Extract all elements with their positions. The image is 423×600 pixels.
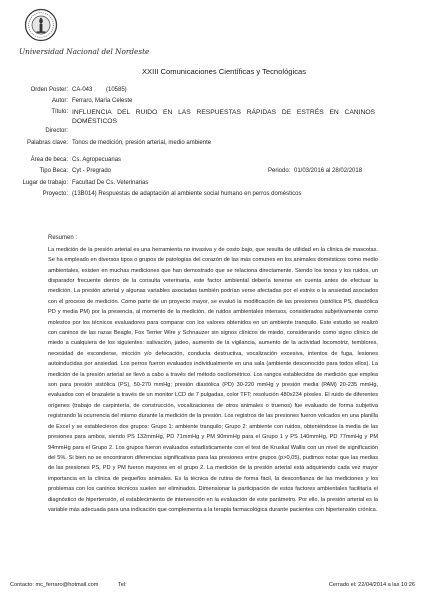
tipo-beca-value: Cyt - Pregrado bbox=[72, 167, 112, 174]
contacto-label: Contacto: bbox=[10, 582, 34, 588]
periodo-label: Periodo: bbox=[268, 167, 291, 174]
poster-number: (10585) bbox=[106, 86, 127, 93]
cerrado-value: 22/04/2014 a las 10:26 bbox=[358, 582, 415, 588]
page-footer bbox=[0, 581, 423, 590]
field-area-beca bbox=[0, 157, 423, 166]
institution-name: Universidad Nacional del Nordeste bbox=[19, 47, 150, 56]
field-label: Área de beca: bbox=[30, 156, 68, 163]
field-proyecto bbox=[0, 191, 423, 200]
proyecto-value: (13B014) Respuestas de adaptación al ambiente social humano en perros domésticos bbox=[72, 190, 302, 197]
author-name: Ferraro, María Celeste bbox=[72, 97, 133, 104]
keywords: Tonos de medición, presión arterial, medio ambiente bbox=[72, 139, 212, 146]
field-orden-poster bbox=[0, 87, 423, 96]
cerrado-label: Cerrado el: bbox=[328, 582, 357, 588]
area-beca-value: Cs. Agropecuarias bbox=[72, 156, 122, 163]
university-seal-icon bbox=[22, 8, 60, 42]
resumen-label: Resumen : bbox=[48, 234, 78, 241]
field-label: Orden Poster: bbox=[30, 86, 68, 93]
footer-cerrado bbox=[329, 581, 415, 589]
university-logo bbox=[22, 8, 60, 42]
work-title: INFLUENCIA DEL RUIDO EN LAS RESPUESTAS RÁPIDAS DE ESTRÉS EN CANINOS DOMÉSTICOS bbox=[72, 108, 375, 125]
resumen-text: La medición de la presión arterial es una herramienta no invasiva y de costo bajo, que resulta de utilidad en la clínica de mascotas. Se ha empleado en diversos tipos o grupos de patologías del corazón de las más comunes en los animales domésticos como medio ambientales, existen en muchas mediciones que han demostrado que se relaciona directamente. Siendo los tonos y los ruidos, un disparador frecuente dentro de la consulta veterinaria, este factor ambiental debería tenerse en cuenta antes de efectuar la medición. La presión arterial y algunas variables asociadas también podrían verse afectadas por el estrés o la ansiedad asociados con el proceso de medición. Como parte de un proyecto mayor, se evaluó la modificación de las presiones (sistólica PS, diastólica PD y media PM) por la presencia, al momento de la medición, de ruidos ambientales intensos, considerados subjetivamente como molestos por los técnicos evaluadores para comparar con los valores obtenidos en un ambiente tranquilo. Este estudio se realizó con caninos de las razas Beagle, Fox Terrier Wire y Schnauzer sin signos clínicos de miedo, considerando como signo clínico de miedo a cualquiera de los siguientes: salivación, jadeo, aumento de la vigilancia, aumento de la actividad locomotriz, temblores, necesidad de esconderse, micción y/o defecación, conducta destructiva, vocalización excesiva, intentos de fuga, lesiones autoinducidas por ansiedad. Los perros fueron evaluados individualmente en una sala (ambiente desconocido para todos ellos). La medición de la presión arterial se llevó a cabo a través del método oscilométrico. Los rangos establecidos de medición que emplea son para presión sistólica (PS), 50-270 mmHg; presión diastólica (PD) 30-220 mmHg y presión media (PAM) 20-235 mmHg, evaluados con el brazalete a través de un monitor LCD de 7 pulgadas, color TFT; resolución 480x234 píxeles. El ruido de diferentes orígenes (trabajo de carpintería, de construcción, vocalizaciones de otros animales o truenos) fue evaluado de forma subjetiva registrando la ocurrencia del mismo durante la medición de la presión. Los registros de las presiones fueron volcados en una planilla de Excel y se establecieron dos grupos: Grupo 1: ambiente tranquilo; Grupo 2: ambiente con ruidos, obteniéndose la media de las presiones para ambos, siendo PS 132mmHg, PD 71mmHg y PM 90mmHg para el Grupo 1 y PS 140mmHg, PD 77mmHg y PM 94mmHg para el Grupo 2. Los grupos fueron evaluados estadísticamente con el test de Kruskal Wallis con un nivel de significación del 5%. Si bien no se encontraron diferencias significativas para las presiones entre grupos (p>0,05), pudimos notar que las medias de las presiones PS, PD y PM fueron mayores en el grupo 2. La medición de la presión arterial está adquiriendo cada vez mayor importancia en la clínica de pequeños animales. Es la técnica de rutina de forma fácil, la desconfianza de las mediciones y los problemas con los caninos técnicos suelen ser eliminados. Dimensionar la participación de estos factores ambientales facilitaría el diagnóstico de hipertensión, el establecimiento de intervención en la evaluación de este parámetro. Por ello, la presión arterial es la variable más adecuada para una indicación que complementa a la terapia farmacológica durante pacientes con hipertensión crónica. bbox=[48, 246, 378, 513]
field-label: Proyecto: bbox=[42, 190, 68, 197]
field-autor bbox=[0, 98, 423, 107]
field-titulo bbox=[0, 109, 423, 129]
contacto-email: mc_ferraro@hotmail.com bbox=[35, 582, 99, 588]
field-label: Autor: bbox=[51, 97, 68, 104]
field-label: Palabras clave: bbox=[26, 139, 68, 146]
periodo-value: 01/03/2016 al 28/02/2018 bbox=[294, 167, 363, 174]
tel-label: Tel: bbox=[118, 582, 127, 588]
page-title: XXIII Comunicaciones Científicas y Tecnológicas bbox=[141, 66, 307, 76]
field-label: Director: bbox=[45, 127, 68, 134]
footer-contacto bbox=[10, 581, 98, 589]
field-tipo-beca bbox=[0, 168, 423, 177]
field-director bbox=[0, 128, 423, 137]
field-label: Tipo Beca: bbox=[39, 167, 68, 174]
field-label: Lugar de trabajo: bbox=[22, 179, 68, 186]
field-lugar-trabajo bbox=[0, 180, 423, 189]
poster-code: CA-043 bbox=[72, 86, 93, 93]
field-label: Título: bbox=[51, 108, 68, 115]
field-palabras-clave bbox=[0, 140, 423, 149]
lugar-trabajo-value: Facultad De Cs. Veterinarias bbox=[72, 179, 149, 186]
